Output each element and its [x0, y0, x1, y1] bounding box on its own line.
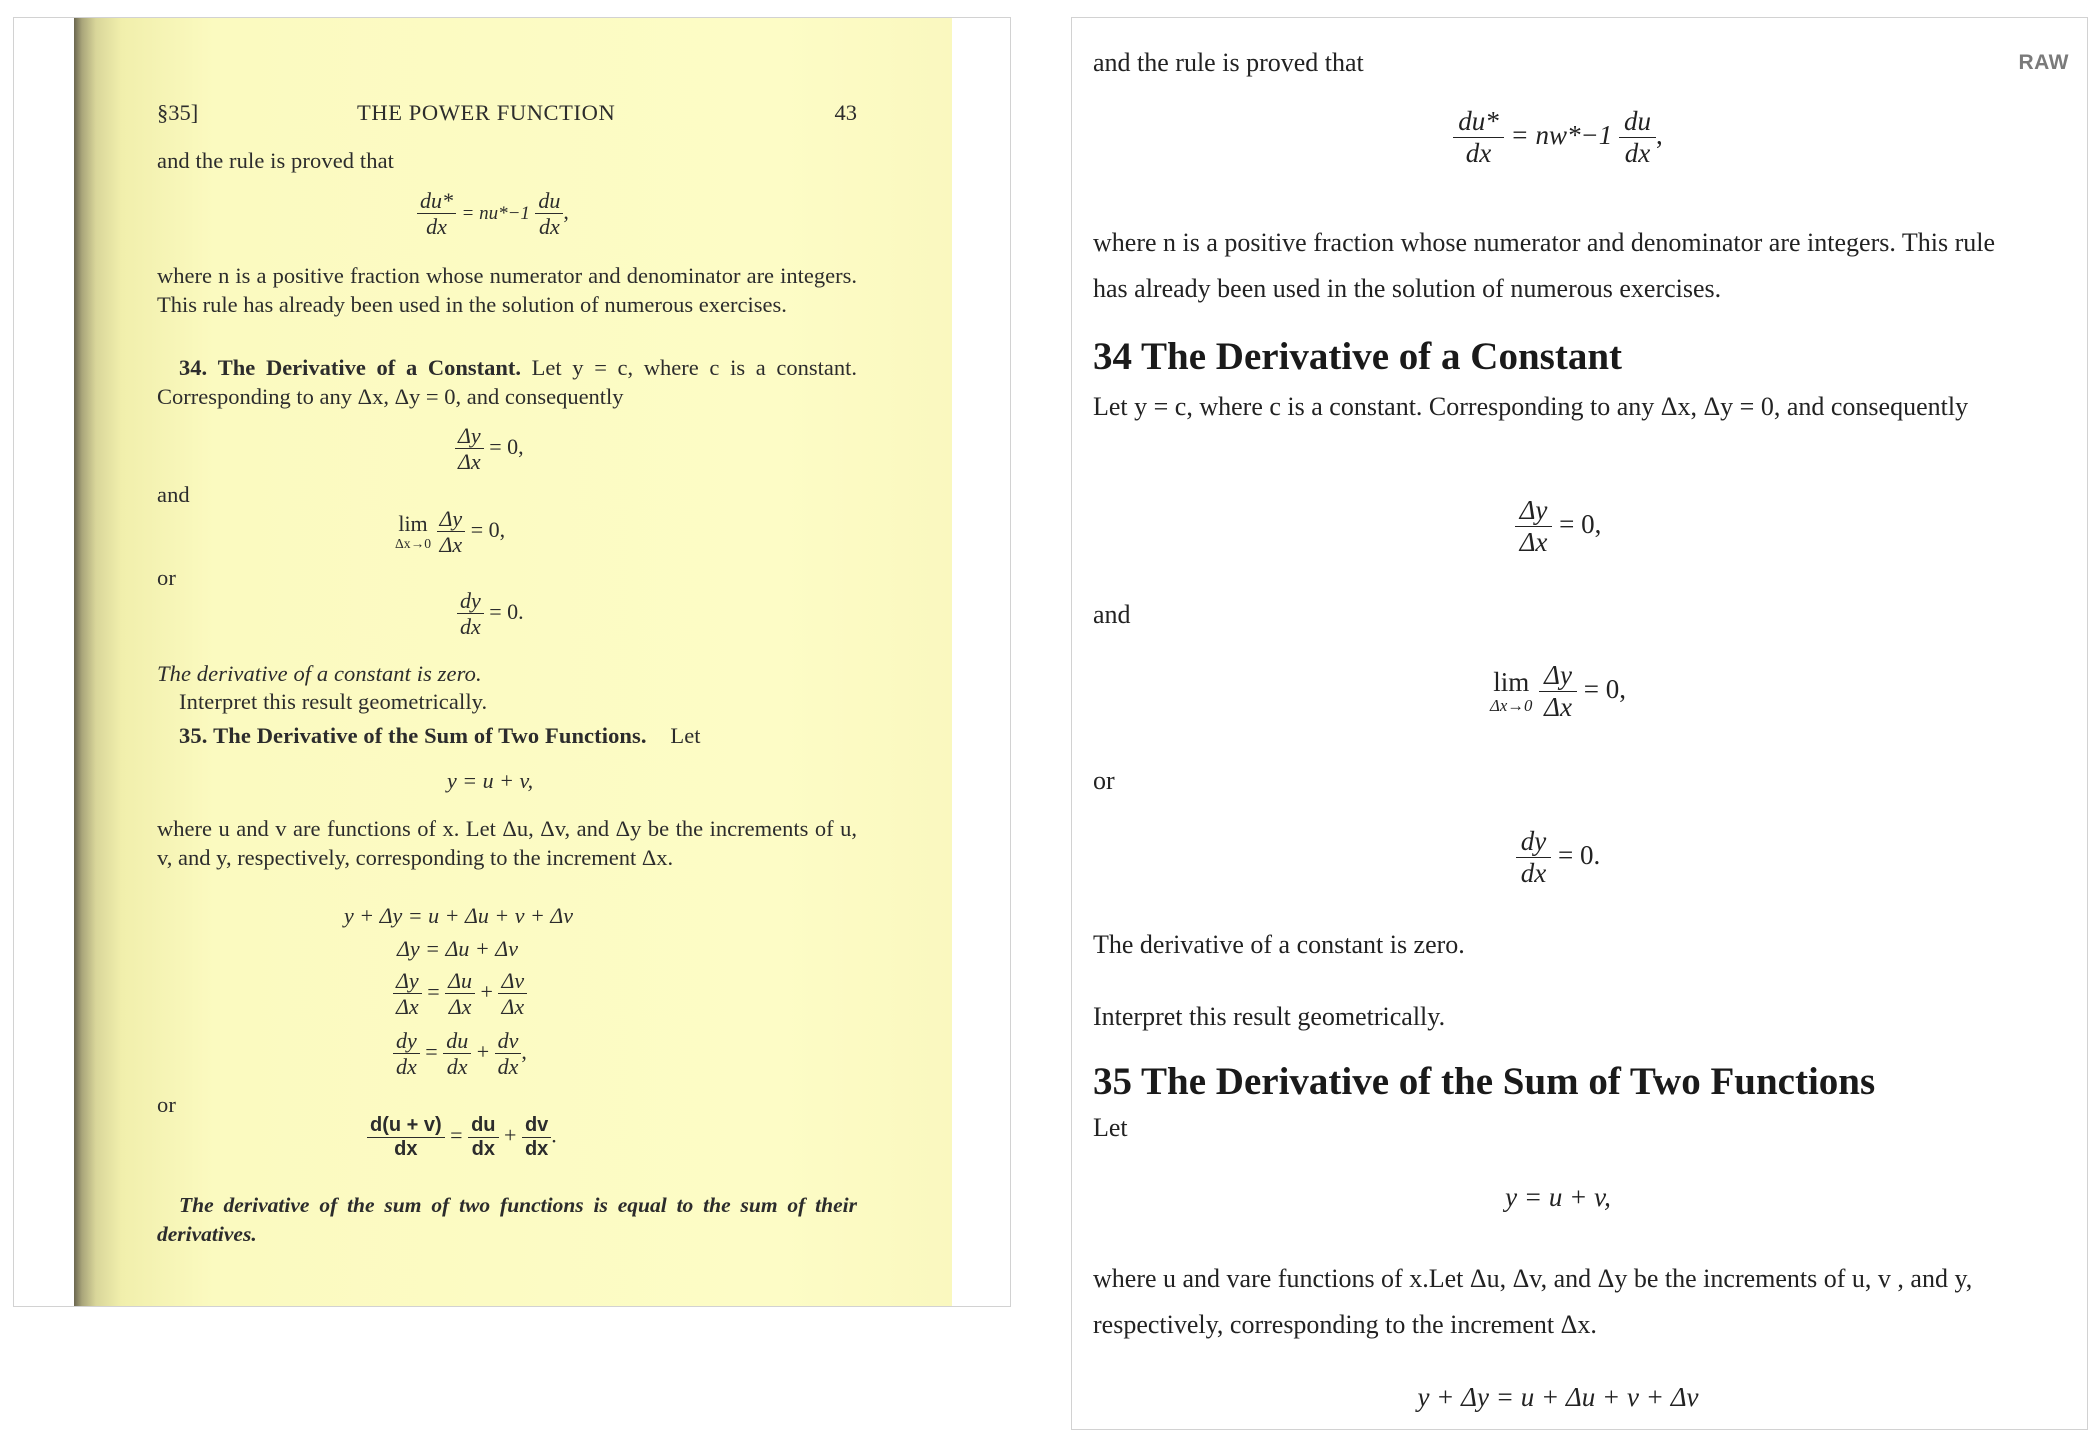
eq1-num: du*: [417, 188, 456, 214]
raw-eq3-tail: = 0,: [1583, 673, 1626, 704]
raw-eq1-den: dx: [1465, 138, 1492, 169]
equation-delta-quotients: $\frac{\Delta y}{\Delta x}$ = $\frac{\Delta u}{\Delta x}$ + $\frac{\Delta v}{\Delta x}$: [393, 968, 527, 1020]
scanned-page-image: [74, 18, 952, 1307]
eq9-n1: dy: [393, 1028, 420, 1054]
raw-equation-limit: [1093, 660, 2023, 723]
scanned-page-text: [157, 18, 857, 1307]
raw-equation-derivative-zero: [1093, 826, 2023, 889]
raw-badge: RAW: [2018, 51, 2069, 74]
raw-paragraph-35-let: Let: [1093, 1113, 1128, 1142]
raw-eq1-num: du*: [1453, 106, 1504, 138]
section-34-title: The Derivative of a Constant.: [217, 355, 521, 380]
eq4-num: dy: [457, 588, 484, 614]
raw-equation-increment-sum: y + Δy = u + Δu + v + Δv: [1417, 1382, 1699, 1412]
raw-eq2-den: Δx: [1519, 527, 1548, 558]
eq1-den2: dx: [539, 214, 560, 240]
raw-eq3-num: Δy: [1539, 660, 1577, 692]
raw-eq3-lim: lim: [1493, 666, 1530, 697]
eq10-d3: dx: [524, 1138, 549, 1160]
eq8-n3: Δv: [498, 968, 527, 994]
eq9-d2: dx: [446, 1054, 468, 1080]
raw-equation-power-rule: [1093, 106, 2023, 169]
raw-eq1-den2: dx: [1624, 138, 1651, 169]
eq8-d1: Δx: [396, 994, 419, 1020]
eq10-d2: dx: [471, 1138, 495, 1160]
raw-eq4-num: dy: [1516, 826, 1551, 858]
equation-increment-sum: y + Δy = u + Δu + v + Δv: [344, 903, 574, 928]
equation-y-sum: y = u + v,: [447, 768, 534, 793]
raw-eq3-sub: Δx→0: [1490, 696, 1533, 716]
raw-rule-line: and the rule is proved that: [1093, 48, 1364, 77]
equation-limit: [395, 506, 505, 558]
section-34-text: Let y = c, where c is a constant. Corresponding to any Δx, Δy = 0, and consequently: [157, 355, 857, 409]
eq10-tail: .: [551, 1122, 557, 1148]
eq9-d3: dx: [497, 1054, 519, 1080]
eq1-den: dx: [426, 214, 447, 240]
eq8-d2: Δx: [448, 994, 472, 1020]
eq1-tail: ,: [563, 198, 569, 224]
raw-eq2-num: Δy: [1515, 495, 1553, 527]
raw-paragraph-fraction: where n is a positive fraction whose numerator and denominator are integers. This rule has already been used in the solution of numerous exercises.: [1093, 228, 1996, 303]
raw-equation-delta-ratio: [1093, 495, 2023, 558]
raw-eq2-tail: = 0,: [1559, 508, 1602, 539]
equation-power-rule: [417, 188, 569, 240]
interpret-line: Interpret this result geometrically.: [179, 689, 488, 714]
eq10-n2: du: [468, 1114, 498, 1138]
eq3-tail: = 0,: [470, 516, 506, 542]
raw-theorem-constant: The derivative of a constant is zero.: [1093, 930, 1465, 959]
raw-eq4-den: dx: [1520, 858, 1547, 889]
raw-word-or: or: [1093, 766, 1115, 795]
eq10-n1: d(u + v): [367, 1114, 445, 1138]
raw-word-and: and: [1093, 600, 1131, 629]
eq2-num: Δy: [455, 423, 484, 449]
section-34-number: 34.: [179, 355, 208, 380]
eq9-n2: du: [443, 1028, 471, 1054]
equation-sum-rule: $\frac{d(u + v)}{dx}$ = $\frac{du}{dx}$ + $\frac{dv}{dx}$ .: [367, 1114, 557, 1161]
eq1-mid: = nu*−1: [461, 202, 530, 224]
section-35-let: Let: [670, 723, 701, 748]
eq8-d3: Δx: [501, 994, 525, 1020]
header-section: §35]: [157, 100, 199, 125]
eq4-tail: = 0.: [489, 598, 524, 624]
header-title: THE POWER FUNCTION: [357, 100, 616, 125]
eq10-d1: dx: [394, 1138, 418, 1160]
raw-paragraph-increments: where u and vare functions of x.Let Δu, Δv, and Δy be the increments of u, v , and y, respectively, corresponding to the increment Δx.: [1093, 1264, 1973, 1339]
raw-eq1-mid: = nw*−1: [1510, 119, 1613, 150]
rule-line: and the rule is proved that: [157, 148, 395, 173]
equation-delta-sum: Δy = Δu + Δv: [397, 936, 518, 961]
eq9-d1: dx: [396, 1054, 417, 1080]
raw-eq1-tail: ,: [1655, 119, 1663, 150]
section-35-heading: [179, 721, 701, 750]
section-35-title: The Derivative of the Sum of Two Functions.: [213, 723, 647, 748]
raw-panel[interactable]: [1071, 17, 2088, 1430]
raw-equation-y-sum: y = u + v,: [1505, 1182, 1611, 1212]
equation-derivative-sum: $\frac{dy}{dx}$ = $\frac{du}{dx}$ + $\frac{dv}{dx}$ ,: [393, 1028, 527, 1080]
eq9-tail: ,: [521, 1038, 527, 1064]
scan-panel: [13, 17, 1011, 1307]
raw-eq1-num2: du: [1619, 106, 1656, 138]
theorem-sum: The derivative of the sum of two functions is equal to the sum of their derivatives.: [157, 1193, 857, 1246]
word-or: or: [157, 565, 176, 590]
raw-heading-35: 35 The Derivative of the Sum of Two Functions: [1093, 1060, 1876, 1103]
word-and: and: [157, 482, 190, 507]
raw-eq4-tail: = 0.: [1558, 839, 1601, 870]
raw-interpret-line: Interpret this result geometrically.: [1093, 1002, 1446, 1031]
theorem-constant: The derivative of a constant is zero.: [157, 661, 482, 686]
raw-heading-34: 34 The Derivative of a Constant: [1093, 335, 1622, 378]
raw-eq3-den: Δx: [1544, 692, 1572, 723]
eq10-n3: dv: [522, 1114, 551, 1138]
eq3-lim: lim: [398, 511, 428, 537]
paragraph-fraction: where n is a positive fraction whose numerator and denominator are integers. This rule has already been used in the solution of numerous exercises.: [157, 263, 857, 317]
word-or-2: or: [157, 1092, 176, 1117]
eq2-den: Δx: [458, 449, 481, 475]
section-34-paragraph: [157, 353, 857, 411]
section-35-number: 35.: [179, 723, 208, 748]
eq8-n2: Δu: [445, 968, 475, 994]
equation-delta-ratio: [455, 423, 524, 475]
header-page-number: 43: [834, 100, 857, 125]
eq3-num: Δy: [437, 506, 466, 532]
eq4-den: dx: [460, 614, 481, 640]
paragraph-increments: where u and v are functions of x. Let Δu, Δv, and Δy be the increments of u, v, and y, respectively, corresponding to the increment Δx.: [157, 816, 857, 870]
eq1-num2: du: [535, 188, 563, 214]
eq3-sub: Δx→0: [395, 536, 432, 552]
eq2-tail: = 0,: [489, 433, 524, 459]
equation-derivative-zero: [457, 588, 524, 640]
raw-paragraph-34: Let y = c, where c is a constant. Corresponding to any Δx, Δy = 0, and consequently: [1093, 392, 1969, 421]
eq3-den: Δx: [439, 532, 463, 558]
eq9-n3: dv: [495, 1028, 522, 1054]
eq8-n1: Δy: [393, 968, 422, 994]
